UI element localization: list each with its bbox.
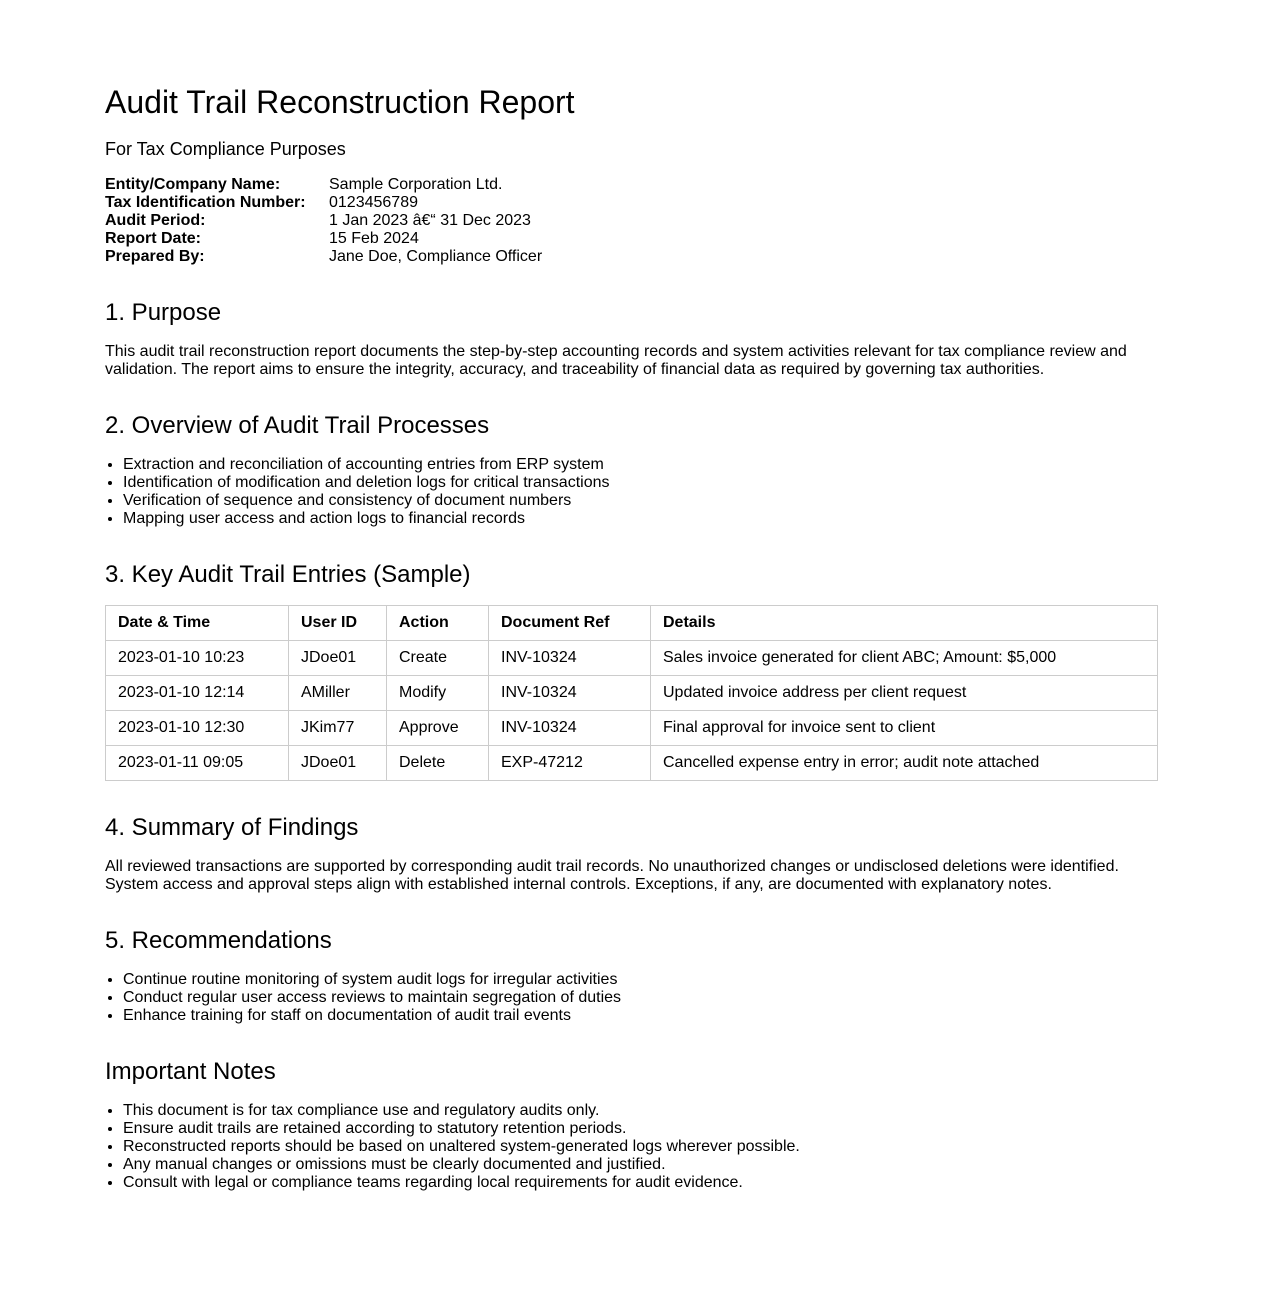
column-header-details: Details: [651, 606, 1158, 641]
list-item: • Ensure audit trails are retained according to statutory retention periods.: [123, 1120, 1158, 1138]
list-item: • Mapping user access and action logs to financial records: [123, 510, 1158, 528]
meta-label: Report Date:: [105, 230, 202, 247]
section-recommendations: [105, 927, 1158, 1025]
cell-details: Final approval for invoice sent to client: [651, 711, 1158, 746]
meta-row-audit-period: [105, 212, 1158, 230]
cell-details: Updated invoice address per client request: [651, 676, 1158, 711]
column-header-user: User ID: [289, 606, 387, 641]
meta-value: 1 Jan 2023 â€“ 31 Dec 2023: [329, 212, 531, 229]
bullet-list: [105, 456, 1158, 528]
meta-value: Sample Corporation Ltd.: [329, 176, 503, 193]
table-header-row: [106, 606, 1158, 641]
cell-action: Approve: [387, 711, 489, 746]
cell-details: Cancelled expense entry in error; audit note attached: [651, 746, 1158, 781]
section-entries: [105, 561, 1158, 781]
cell-user: JDoe01: [289, 641, 387, 676]
list-item: • This document is for tax compliance use and regulatory audits only.: [123, 1102, 1158, 1120]
cell-action: Create: [387, 641, 489, 676]
bullet-list: [105, 1102, 1158, 1192]
list-item: • Conduct regular user access reviews to maintain segregation of duties: [123, 989, 1158, 1007]
cell-date: 2023-01-10 12:30: [106, 711, 289, 746]
meta-value: 15 Feb 2024: [329, 230, 419, 247]
table-row: [106, 711, 1158, 746]
meta-label: Tax Identification Number:: [105, 194, 306, 211]
section-overview: [105, 412, 1158, 528]
table-row: [106, 676, 1158, 711]
report-metadata: [105, 176, 1158, 266]
section-text: All reviewed transactions are supported by corresponding audit trail records. No unauthorized changes or undisclosed deletions were identified. System access and approval steps align with established internal controls. Exceptions, if any, are documented with explanatory notes.: [105, 858, 1119, 893]
audit-entries-table: [105, 605, 1158, 781]
cell-date: 2023-01-10 10:23: [106, 641, 289, 676]
cell-action: Delete: [387, 746, 489, 781]
column-header-date: Date & Time: [106, 606, 289, 641]
list-item: • Reconstructed reports should be based on unaltered system-generated logs wherever possible.: [123, 1138, 1158, 1156]
cell-document: EXP-47212: [489, 746, 651, 781]
section-heading: 3. Key Audit Trail Entries (Sample): [105, 561, 471, 588]
meta-value: Jane Doe, Compliance Officer: [329, 248, 543, 265]
column-header-document: Document Ref: [489, 606, 651, 641]
list-item: • Enhance training for staff on documentation of audit trail events: [123, 1007, 1158, 1025]
list-item: • Verification of sequence and consistency of document numbers: [123, 492, 1158, 510]
section-heading: 2. Overview of Audit Trail Processes: [105, 412, 490, 439]
list-item: • Identification of modification and deletion logs for critical transactions: [123, 474, 1158, 492]
section-heading: Important Notes: [105, 1058, 276, 1085]
cell-user: AMiller: [289, 676, 387, 711]
section-important-notes: [105, 1058, 1158, 1192]
cell-user: JKim77: [289, 711, 387, 746]
section-heading: 5. Recommendations: [105, 927, 332, 954]
section-purpose: [105, 299, 1158, 379]
column-header-action: Action: [387, 606, 489, 641]
meta-label: Prepared By:: [105, 248, 205, 265]
cell-document: INV-10324: [489, 676, 651, 711]
list-item: • Any manual changes or omissions must be clearly documented and justified.: [123, 1156, 1158, 1174]
meta-value: 0123456789: [329, 194, 418, 211]
section-heading: 4. Summary of Findings: [105, 814, 359, 841]
list-item: • Consult with legal or compliance teams regarding local requirements for audit evidence.: [123, 1174, 1158, 1192]
meta-row-tax-id: [105, 194, 1158, 212]
cell-document: INV-10324: [489, 641, 651, 676]
page-title: Audit Trail Reconstruction Report: [105, 84, 575, 120]
list-item: • Continue routine monitoring of system audit logs for irregular activities: [123, 971, 1158, 989]
cell-user: JDoe01: [289, 746, 387, 781]
section-text: This audit trail reconstruction report documents the step-by-step accounting records and system activities relevant for tax compliance review and validation. The report aims to ensure the integrity, accuracy, and traceability of financial data as required by governing tax authorities.: [105, 343, 1127, 378]
cell-action: Modify: [387, 676, 489, 711]
section-heading: 1. Purpose: [105, 299, 222, 326]
table-row: [106, 746, 1158, 781]
meta-label: Audit Period:: [105, 212, 206, 229]
meta-row-prepared-by: [105, 248, 1158, 266]
list-item: • Extraction and reconciliation of accounting entries from ERP system: [123, 456, 1158, 474]
meta-row-report-date: [105, 230, 1158, 248]
bullet-list: [105, 971, 1158, 1025]
page-subtitle: For Tax Compliance Purposes: [105, 139, 346, 159]
meta-row-entity: [105, 176, 1158, 194]
cell-date: 2023-01-11 09:05: [106, 746, 289, 781]
cell-date: 2023-01-10 12:14: [106, 676, 289, 711]
meta-label: Entity/Company Name:: [105, 176, 281, 193]
table-row: [106, 641, 1158, 676]
section-findings: [105, 814, 1158, 894]
cell-details: Sales invoice generated for client ABC; Amount: $5,000: [651, 641, 1158, 676]
cell-document: INV-10324: [489, 711, 651, 746]
